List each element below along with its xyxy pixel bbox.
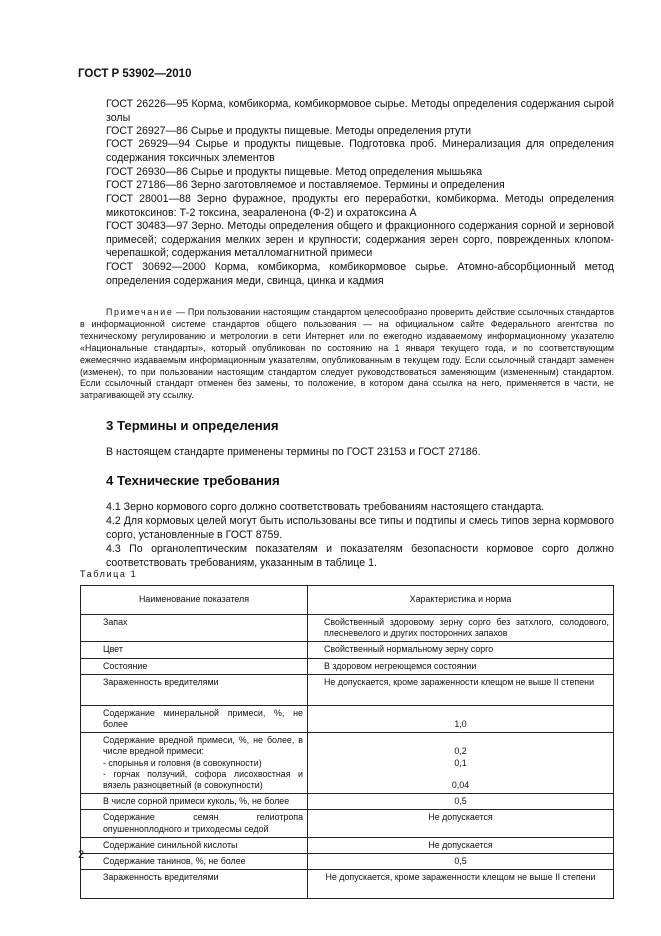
reference-gost-30483: ГОСТ 30483—97 Зерно. Методы определения общего и фракционного содержания сорной и зерновой примесей; содержания мелких зерен и крупности; содержания зерен сорго, поврежденных клопом-черепашкой; содержания металломагнитной примеси — [106, 220, 614, 260]
table-header-cell: Наименование показателя — [81, 586, 308, 615]
document-header: ГОСТ Р 53902—2010 — [78, 68, 192, 80]
reference-gost-26930: ГОСТ 26930—86 Сырье и продукты пищевые. Метод определения мышьяка — [106, 166, 483, 178]
table-row: Содержание вредной примеси, %, не более, в числе вредной примеси: - спорынья и головня (в совокупности) - горчак ползучий, софора лисохвостная и вязель разноцветный (в совокупности) 0,2 0,1 0,04 — [81, 733, 614, 794]
reference-gost-30692: ГОСТ 30692—2000 Корма, комбикорма, комбикормовое сырье. Атомно-абсорбционный метод определения содержания меди, свинца, цинка и кадмия — [106, 261, 614, 287]
table-row: Зараженность вредителями Не допускается, кроме зараженности клещом не выше II степени — [81, 870, 614, 899]
table-row: Цвет Свойственный нормальному зерну сорго — [81, 642, 614, 658]
requirements-table — [80, 585, 614, 899]
reference-gost-26929: ГОСТ 26929—94 Сырье и продукты пищевые. Подготовка проб. Минерализация для определения содержания токсичных элементов — [106, 138, 614, 164]
note-label: Примечание — [106, 307, 174, 317]
reference-gost-28001: ГОСТ 28001—88 Зерно фуражное, продукты его переработки, комбикорма. Методы определения микотоксинов: Т-2 токсина, зеараленона (Ф-2) и охратоксина А — [106, 193, 614, 219]
table-row: Содержание синильной кислоты Не допускается — [81, 837, 614, 853]
table-header-cell: Характеристика и норма — [308, 586, 614, 615]
reference-note — [80, 307, 614, 402]
table-caption: Таблица 1 — [80, 569, 138, 579]
reference-gost-26226: ГОСТ 26226—95 Корма, комбикорма, комбикормовое сырье. Методы определения содержания сырой золы — [106, 98, 614, 124]
table-row: Содержание танинов, %, не более 0,5 — [81, 854, 614, 870]
section-3-text: В настоящем стандарте применены термины по ГОСТ 23153 и ГОСТ 27186. — [106, 446, 481, 458]
section-3-heading: 3 Термины и определения — [106, 418, 279, 433]
clause-4-1: 4.1 Зерно кормового сорго должно соответствовать требованиям настоящего стандарта. — [106, 501, 545, 513]
table-row: Состояние В здоровом негреющемся состоянии — [81, 658, 614, 674]
reference-gost-27186: ГОСТ 27186—86 Зерно заготовляемое и поставляемое. Термины и определения — [106, 179, 505, 191]
table-row: Содержание семян гелиотропа опушенноплодного и триходесмы седой Не допускается — [81, 810, 614, 837]
clause-4-2: 4.2 Для кормовых целей могут быть использованы все типы и подтипы и смесь типов зерна кормового сорго, установленные в ГОСТ 8759. — [106, 515, 614, 541]
table-row: Зараженность вредителями Не допускается, кроме зараженности клещом не выше II степени — [81, 674, 614, 705]
section-4-heading: 4 Технические требования — [106, 473, 280, 488]
page-number: 2 — [78, 849, 85, 861]
reference-gost-26927: ГОСТ 26927—86 Сырье и продукты пищевые. Методы определения ртути — [106, 125, 472, 137]
table-header-row — [81, 586, 614, 615]
note-text: — При пользовании настоящим стандартом целесообразно проверить действие ссылочных стандартов в информационной системе стандартов общего пользования — на официальном сайте Федерального агентства по техническому регулированию и метрологии в сети Интернет или по ежегодно издаваемому информационному указателю «Национальные стандарты», который опубликован по состоянию на 1 января текущего года, и по соответствующим ежемесячно издаваемым информационным указателям, опубликованным в текущем году. Если ссылочный стандарт заменен (изменен), то при пользовании настоящим стандартом следует руководствоваться заменяющим (измененным) стандартом. Если ссылочный стандарт отменен без замены, то положение, в котором дана ссылка на него, применяется в части, не затрагивающей эту ссылку. — [80, 307, 614, 401]
table-row: Содержание минеральной примеси, %, не более 1,0 — [81, 705, 614, 732]
table-row: В числе сорной примеси куколь, %, не более 0,5 — [81, 794, 614, 810]
table-row: Запах Свойственный здоровому зерну сорго без затхлого, солодового, плесневелого и других посторонних запахов — [81, 615, 614, 642]
clause-4-3: 4.3 По органолептическим показателям и показателям безопасности кормовое сорго должно соответствовать требованиям, указанным в таблице 1. — [106, 543, 614, 569]
